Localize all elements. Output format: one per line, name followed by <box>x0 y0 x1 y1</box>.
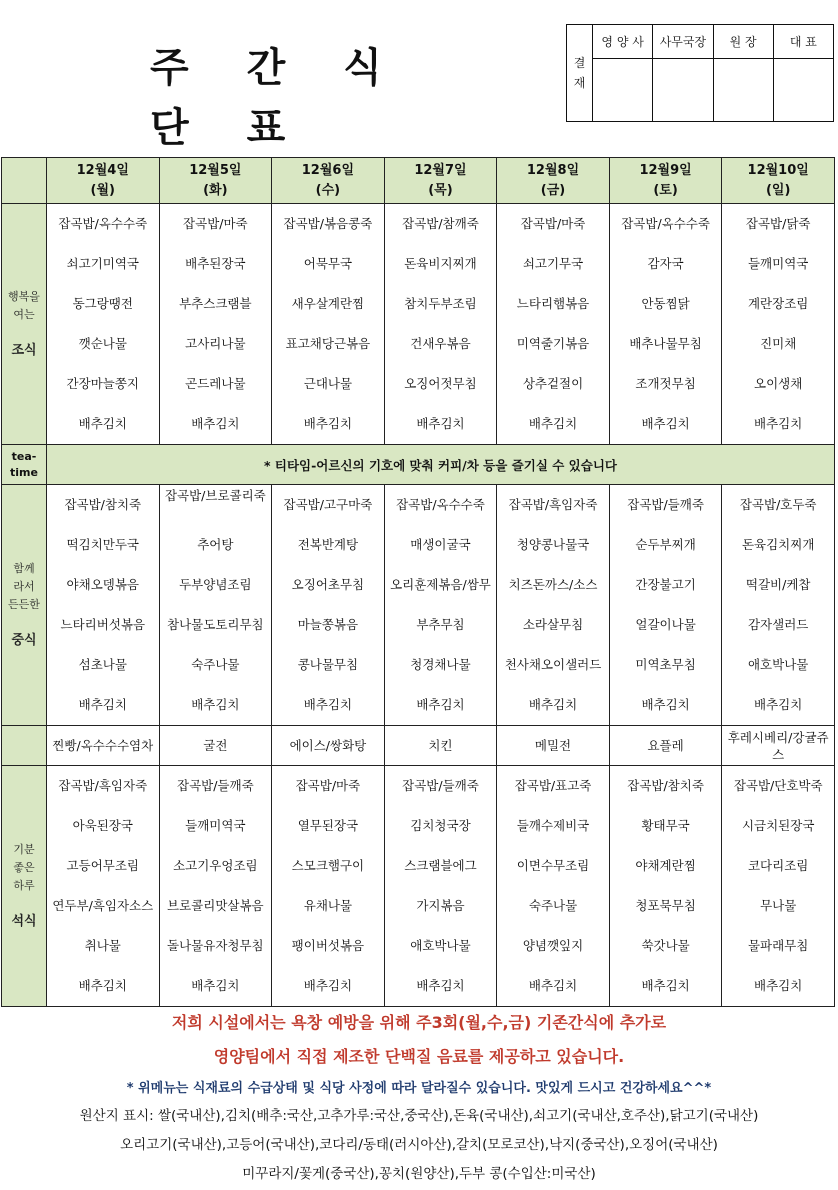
menu-item: 동그랑땡전 <box>72 296 133 311</box>
day-header <box>272 158 385 204</box>
menu-item: 배추김치 <box>416 416 465 431</box>
breakfast-day-cell <box>47 204 160 445</box>
menu-item: 청경채나물 <box>410 657 471 672</box>
menu-item: 배추김치 <box>78 697 127 712</box>
menu-item: 배추된장국 <box>185 256 246 271</box>
menu-item: 무나물 <box>760 898 797 913</box>
menu-item: 유채나물 <box>303 898 353 913</box>
day-dow: (토) <box>653 182 678 198</box>
menu-item: 오이생채 <box>754 376 803 391</box>
menu-item: 팽이버섯볶음 <box>291 938 365 953</box>
menu-item: 잡곡밥/단호박죽 <box>733 778 823 793</box>
breakfast-day-cell <box>384 204 497 445</box>
day-date: 12월8일 <box>526 162 580 178</box>
menu-item: 곤드레나물 <box>185 376 246 391</box>
lunch-day-cell <box>159 485 272 726</box>
menu-item: 야채계란찜 <box>635 858 696 873</box>
snack-item: 에이스/쌍화탕 <box>272 726 385 766</box>
menu-item: 잡곡밥/마죽 <box>295 778 361 793</box>
menu-item: 돈육김치찌개 <box>741 537 815 552</box>
meal-name: 중식 <box>11 633 37 648</box>
lunch-day-cell <box>47 485 160 726</box>
menu-item: 진미채 <box>760 336 797 351</box>
menu-item: 배추김치 <box>191 416 240 431</box>
menu-item: 시금치된장국 <box>741 818 815 833</box>
menu-item: 천사채오이샐러드 <box>504 657 602 672</box>
role-office-manager: 사무국장 <box>653 25 713 59</box>
day-date: 12월7일 <box>414 162 467 178</box>
breakfast-day-cell <box>497 204 610 445</box>
snack-item: 요플레 <box>609 726 722 766</box>
role-director: 원 장 <box>713 25 773 59</box>
teatime-label <box>2 445 47 485</box>
day-date: 12월6일 <box>301 162 355 178</box>
menu-item: 청포묵무침 <box>635 898 696 913</box>
origin-line-2: 오리고기(국내산),고등어(국내산),코다리/동태(러시아산),갈치(모로코산),낙지(중국산),오징어(국내산) <box>120 1137 718 1153</box>
menu-item: 잡곡밥/볶음콩죽 <box>283 216 373 231</box>
menu-item: 잡곡밥/옥수수죽 <box>621 216 710 231</box>
menu-item: 배추김치 <box>416 697 465 712</box>
menu-item: 간장불고기 <box>635 577 696 592</box>
dinner-day-cell <box>272 766 385 1007</box>
menu-item: 어묵무국 <box>303 256 353 271</box>
breakfast-day-cell <box>159 204 272 445</box>
day-header <box>497 158 610 204</box>
menu-item: 배추김치 <box>754 416 803 431</box>
protein-notice-line-1: 저희 시설에서는 욕창 예방을 위해 주3회(월,수,금) 기존간식에 추가로 <box>171 1013 667 1032</box>
dinner-label <box>2 766 47 1007</box>
menu-item: 콩나물무침 <box>297 657 359 672</box>
menu-item: 깻순나물 <box>78 336 127 351</box>
label-line: 든든한 <box>8 598 40 611</box>
day-header <box>384 158 497 204</box>
breakfast-day-cell <box>272 204 385 445</box>
menu-item: 잡곡밥/들깨죽 <box>177 778 254 793</box>
menu-item: 스크램블에그 <box>404 858 477 873</box>
menu-item: 건새우볶음 <box>410 336 471 351</box>
day-dow: (금) <box>540 182 566 198</box>
corner-cell <box>2 158 47 204</box>
menu-item: 부추스크램블 <box>179 296 252 311</box>
menu-item: 돈육비지찌개 <box>404 256 477 271</box>
origin-line-1: 원산지 표시: 쌀(국내산),김치(배추:국산,고추가루:국산,중국산),돈육(국내산),쇠고기(국내산,호주산),닭고기(국내산) <box>79 1108 759 1124</box>
breakfast-row <box>2 204 835 445</box>
menu-item: 두부양념조림 <box>179 577 252 592</box>
menu-item: 상추겉절이 <box>522 376 584 391</box>
teatime-text: * 티타임-어르신의 기호에 맞춰 커피/차 등을 즐기실 수 있습니다 <box>47 445 835 485</box>
role-representative: 대 표 <box>773 25 833 59</box>
menu-item: 아욱된장국 <box>72 818 133 833</box>
menu-item: 코다리조림 <box>747 858 809 873</box>
menu-item: 계란장조림 <box>747 296 809 311</box>
menu-item: 배추김치 <box>754 697 803 712</box>
menu-item: 떡김치만두국 <box>66 537 139 552</box>
dinner-day-cell <box>384 766 497 1007</box>
menu-item: 돌나물유자청무침 <box>167 938 264 953</box>
teatime-label-2: time <box>10 465 38 479</box>
menu-item: 잡곡밥/호두죽 <box>739 497 817 512</box>
menu-item: 배추김치 <box>641 416 690 431</box>
menu-item: 배추김치 <box>303 697 353 712</box>
menu-item: 잡곡밥/참치죽 <box>627 778 704 793</box>
menu-item: 감자국 <box>647 256 684 271</box>
approval-box <box>566 24 834 122</box>
menu-item: 느타리버섯볶음 <box>60 617 146 632</box>
menu-item: 양념깻잎지 <box>522 938 584 953</box>
menu-item: 숙주나물 <box>191 657 240 672</box>
snack-item: 굴전 <box>159 726 272 766</box>
menu-item: 표고채당근볶음 <box>285 336 371 351</box>
menu-item: 들깨미역국 <box>185 818 246 833</box>
teatime-label-1: tea- <box>11 449 37 463</box>
role-dietitian: 영 양 사 <box>593 25 653 59</box>
menu-item: 잡곡밥/옥수수죽 <box>58 216 148 231</box>
menu-item: 새우살계란찜 <box>291 296 365 311</box>
day-dow: (일) <box>765 182 791 198</box>
menu-item: 배추김치 <box>528 978 578 993</box>
menu-item: 배추김치 <box>191 697 240 712</box>
menu-item: 잡곡밥/들깨죽 <box>627 497 704 512</box>
dinner-day-cell <box>722 766 835 1007</box>
menu-item: 마늘쫑볶음 <box>297 617 359 632</box>
menu-item: 잡곡밥/참깨죽 <box>402 216 479 231</box>
label-line: 행복을 <box>8 290 40 303</box>
menu-item: 섬초나물 <box>78 657 127 672</box>
label-line: 기분 <box>13 843 35 856</box>
menu-item: 잡곡밥/마죽 <box>183 216 248 231</box>
menu-item: 쑥갓나물 <box>641 938 690 953</box>
menu-change-notice: * 위메뉴는 식재료의 수급상태 및 식당 사정에 따라 달라질수 있습니다. 맛있게 드시고 건강하세요^^* <box>126 1081 712 1096</box>
menu-item: 스모크햄구이 <box>291 858 365 873</box>
menu-item: 숙주나물 <box>528 898 578 913</box>
breakfast-label <box>2 204 47 445</box>
menu-item: 애호박나물 <box>747 657 809 672</box>
lunch-day-cell <box>384 485 497 726</box>
menu-item: 미역줄기볶음 <box>516 336 590 351</box>
menu-item: 오징어젓무침 <box>404 376 477 391</box>
menu-item: 황태무국 <box>641 818 690 833</box>
menu-item: 애호박나물 <box>410 938 471 953</box>
menu-item: 참치두부조림 <box>404 296 477 311</box>
menu-item: 느타리햄볶음 <box>516 296 590 311</box>
label-line: 하루 <box>13 879 35 892</box>
snack-item: 찐빵/옥수수수염차 <box>47 726 160 766</box>
breakfast-day-cell <box>609 204 722 445</box>
label-line: 좋은 <box>13 861 35 874</box>
day-dow: (월) <box>90 182 115 198</box>
dinner-day-cell <box>47 766 160 1007</box>
day-date: 12월10일 <box>747 162 809 178</box>
snack-item: 후레시베리/강귤쥬스 <box>722 726 835 766</box>
menu-item: 물파래무침 <box>747 938 809 953</box>
menu-item: 안동찜닭 <box>641 296 690 311</box>
menu-item: 배추김치 <box>641 978 690 993</box>
meal-name: 조식 <box>11 343 37 358</box>
menu-item: 배추김치 <box>303 416 353 431</box>
menu-item: 청양콩나물국 <box>516 537 590 552</box>
sign-representative <box>773 59 833 122</box>
menu-item: 배추김치 <box>528 697 578 712</box>
day-header <box>159 158 272 204</box>
snack-item: 치킨 <box>384 726 497 766</box>
teatime-row <box>2 445 835 485</box>
menu-item: 부추무침 <box>416 617 465 632</box>
menu-item: 쇠고기미역국 <box>66 256 139 271</box>
menu-item: 소고기우엉조림 <box>173 858 258 873</box>
origin-line-3: 미꾸라지/꽃게(중국산),꽁치(원양산),두부 콩(수입산:미국산) <box>242 1166 596 1182</box>
menu-item: 근대나물 <box>303 376 353 391</box>
day-dow: (수) <box>315 182 341 198</box>
label-line: 여는 <box>13 308 35 321</box>
menu-item: 고등어무조림 <box>66 858 139 873</box>
menu-item: 순두부찌개 <box>635 537 696 552</box>
menu-item: 배추김치 <box>78 416 127 431</box>
menu-item: 배추김치 <box>416 978 465 993</box>
snack-item: 메밀전 <box>497 726 610 766</box>
menu-item: 오징어초무침 <box>291 577 365 592</box>
menu-item: 잡곡밥/고구마죽 <box>283 497 373 512</box>
menu-item: 배추나물무침 <box>629 336 702 351</box>
sign-dietitian <box>593 59 653 122</box>
breakfast-day-cell <box>722 204 835 445</box>
menu-item: 잡곡밥/흑임자죽 <box>508 497 598 512</box>
menu-item: 고사리나물 <box>185 336 246 351</box>
snack-row <box>2 726 835 766</box>
menu-item: 배추김치 <box>641 697 690 712</box>
dinner-row <box>2 766 835 1007</box>
menu-item: 전복반계탕 <box>297 537 359 552</box>
day-dow: (화) <box>203 182 228 198</box>
day-date: 12월4일 <box>76 162 129 178</box>
day-dow: (목) <box>428 182 453 198</box>
menu-item: 치즈돈까스/소스 <box>508 577 598 592</box>
menu-item: 쇠고기무국 <box>522 256 584 271</box>
menu-item: 오리훈제볶음/쌈무 <box>390 577 491 592</box>
menu-item: 잡곡밥/옥수수죽 <box>396 497 485 512</box>
menu-item: 잡곡밥/흑임자죽 <box>58 778 148 793</box>
menu-item: 떡갈비/케찹 <box>745 577 811 592</box>
menu-item: 가지볶음 <box>416 898 465 913</box>
menu-item: 배추김치 <box>528 416 578 431</box>
menu-item: 열무된장국 <box>297 818 359 833</box>
day-date: 12월9일 <box>639 162 692 178</box>
lunch-day-cell <box>272 485 385 726</box>
menu-item: 이면수무조림 <box>516 858 590 873</box>
menu-item: 추어탕 <box>197 537 234 552</box>
meal-name: 석식 <box>11 914 37 929</box>
menu-item: 얼갈이나물 <box>635 617 696 632</box>
menu-item: 들깨수제비국 <box>516 818 590 833</box>
page-title: 주 간 식 단 표 <box>150 45 404 151</box>
day-header <box>47 158 160 204</box>
menu-item: 배추김치 <box>754 978 803 993</box>
menu-item: 브로콜리맛살볶음 <box>167 898 264 913</box>
menu-item: 김치청국장 <box>410 818 471 833</box>
menu-item: 배추김치 <box>191 978 240 993</box>
menu-item: 취나물 <box>84 938 121 953</box>
day-header-row <box>2 158 835 204</box>
dinner-day-cell <box>497 766 610 1007</box>
menu-item: 연두부/흑임자소스 <box>52 898 154 913</box>
menu-item: 배추김치 <box>303 978 353 993</box>
day-header <box>722 158 835 204</box>
lunch-day-cell <box>722 485 835 726</box>
approval-label-2: 재 <box>573 76 586 90</box>
menu-item: 소라살무침 <box>522 617 584 632</box>
menu-item: 조개젓무침 <box>635 376 696 391</box>
menu-item: 감자샐러드 <box>747 617 809 632</box>
lunch-day-cell <box>497 485 610 726</box>
lunch-row <box>2 485 835 726</box>
menu-item: 매생이굴국 <box>410 537 471 552</box>
menu-item: 미역초무침 <box>635 657 696 672</box>
menu-item: 잡곡밥/브로콜리죽 <box>164 488 266 503</box>
label-line: 함께 <box>13 562 35 575</box>
lunch-label <box>2 485 47 726</box>
menu-item: 잡곡밥/들깨죽 <box>402 778 479 793</box>
sign-director <box>713 59 773 122</box>
protein-notice-line-2: 영양팀에서 직접 제조한 단백질 음료를 제공하고 있습니다. <box>213 1047 625 1066</box>
day-header <box>609 158 722 204</box>
label-line: 라서 <box>13 580 35 593</box>
menu-item: 잡곡밥/마죽 <box>520 216 586 231</box>
lunch-day-cell <box>609 485 722 726</box>
menu-item: 잡곡밥/참치죽 <box>64 497 142 512</box>
snack-label <box>2 726 47 766</box>
approval-label <box>567 25 593 122</box>
sign-office-manager <box>653 59 713 122</box>
menu-item: 들깨미역국 <box>747 256 809 271</box>
day-date: 12월5일 <box>189 162 242 178</box>
menu-item: 잡곡밥/표고죽 <box>514 778 592 793</box>
menu-item: 참나물도토리무침 <box>167 617 264 632</box>
dinner-day-cell <box>609 766 722 1007</box>
menu-item: 야채오뎅볶음 <box>66 577 139 592</box>
menu-item: 잡곡밥/닭죽 <box>745 216 811 231</box>
menu-item: 간장마늘쫑지 <box>66 376 139 391</box>
approval-label-1: 결 <box>573 56 586 70</box>
dinner-day-cell <box>159 766 272 1007</box>
menu-item: 배추김치 <box>78 978 127 993</box>
weekly-menu-table <box>1 157 835 1007</box>
